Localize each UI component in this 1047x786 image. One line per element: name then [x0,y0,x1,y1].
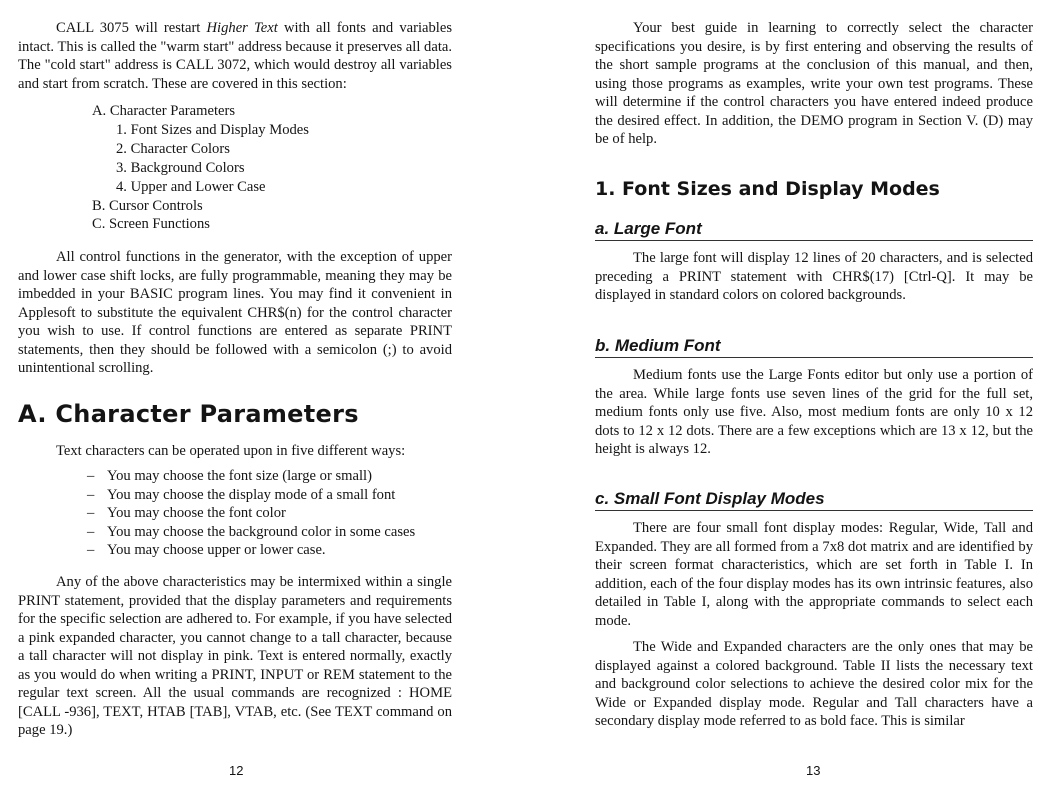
list-item [87,467,467,486]
page-number: 13 [806,763,821,778]
list-item [87,541,467,560]
list-item-text: You may choose the background color in some cases [107,523,416,540]
list-item-text: You may choose upper or lower case. [107,542,326,559]
toc-item: 1. Font Sizes and Display Modes [116,121,309,138]
list-item-text: You may choose the font size (large or small) [107,468,372,484]
toc-item: C. Screen Functions [92,216,210,233]
large-font-heading: a. Large Font [595,219,1033,241]
subsection-heading: 1. Font Sizes and Display Modes [595,178,940,200]
list-item [87,504,467,523]
section-heading: A. Character Parameters [18,400,359,428]
wide-expanded-body: The Wide and Expanded characters are the only ones that may be displayed against a colored background. Table II lists the necessary text and background color selections to achieve the desired color mix for the Wide or Expanded display mode. Regular and Tall characters have a secondary display mode referred to as bold face. This is similar [595,639,1033,729]
right-page [595,0,1033,786]
list-item-text: You may choose the display mode of a small font [107,486,396,503]
intro-paragraph [18,19,452,93]
list-item [87,486,467,505]
bullet-dash: – [87,468,95,484]
small-font-body: There are four small font display modes: Regular, Wide, Tall and Expanded. They are all formed from a 7x8 dot matrix and are identified by their screen format characteristics, which are set forth in Table I. In addition, each of the four display modes has its own intrinsic features, also detailed in Table I, along with the appropriate commands to select each mode. [595,520,1033,629]
small-font-heading: c. Small Font Display Modes [595,489,1033,511]
characteristics-paragraph: Any of the above characteristics may be intermixed within a single PRINT statement, provided that the display parameters and requirements for the specific selection are adhered to. For example, if you have selected a pink expanded character, you cannot change to a tall character, because a tall character will not display in pink. Text is entered normally, exactly as you would do when writing a PRINT, INPUT or REM statement to the regular text screen. All the usual commands are recognized : HOME [CALL -936], TEXT, HTAB [TAB], VTAB, etc. (See TEXT command on page 19.) [18,574,452,738]
medium-font-heading: b. Medium Font [595,336,1033,358]
bullet-dash: – [87,523,95,540]
control-functions-paragraph: All control functions in the generator, with the exception of upper and lower case shift locks, are fully programmable, meaning they may be imbedded in your BASIC program lines. You may find it convenient in Applesoft to substitute the equivalent CHR$(n) for the control character you wish to use. If control functions are entered as separate PRINT statements, then they should be followed with a semicolon (;) to avoid unintentional scrolling. [18,249,452,376]
page-number: 12 [229,763,244,778]
list-item-text: You may choose the font color [107,505,286,522]
ways-list [87,467,467,560]
intro-text-2: with all fonts and variables intact. This is called the "warm start" address because it preserves all data. The "cold start" address is CALL 3072, which would destroy all variables and start from scratch. These are covered in this section: [18,20,452,92]
intro-text-1: CALL 3075 will restart [56,20,207,36]
large-font-body: The large font will display 12 lines of 20 characters, and is selected preceding a PRINT statement with CHR$(17) [Ctrl-Q]. It may be displayed in standard colors on colored backgrounds. [595,250,1033,303]
list-item [87,523,467,542]
bullet-dash: – [87,486,95,503]
toc-item: 3. Background Colors [116,159,245,176]
medium-font-body: Medium fonts use the Large Fonts editor but only use a portion of the area. While large fonts use seven lines of the grid for the full set, medium fonts only use five. Also, most medium fonts are only 10 x 12 dots to 12 x 12 dots. There are a few exceptions which are 13 x 12, but the height is always 12. [595,367,1033,457]
section-intro: Text characters can be operated upon in five different ways: [56,443,406,459]
section-contents-list [18,102,418,234]
toc-item: 2. Character Colors [116,140,230,157]
guide-paragraph: Your best guide in learning to correctly select the character specifications you desire, is by first entering and observing the results of the short sample programs at the conclusion of this manual, and then, using those programs as examples, write your own test programs. These will determine if the control characters you have entered indeed produce the desired effect. In addition, the DEMO program in Section V. (D) may be of help. [595,20,1033,147]
bullet-dash: – [87,542,95,559]
left-page [18,0,452,786]
toc-item: 4. Upper and Lower Case [116,178,266,195]
product-name: Higher Text [206,20,278,36]
toc-item: B. Cursor Controls [92,197,203,214]
bullet-dash: – [87,505,95,522]
toc-item: A. Character Parameters [92,103,236,119]
